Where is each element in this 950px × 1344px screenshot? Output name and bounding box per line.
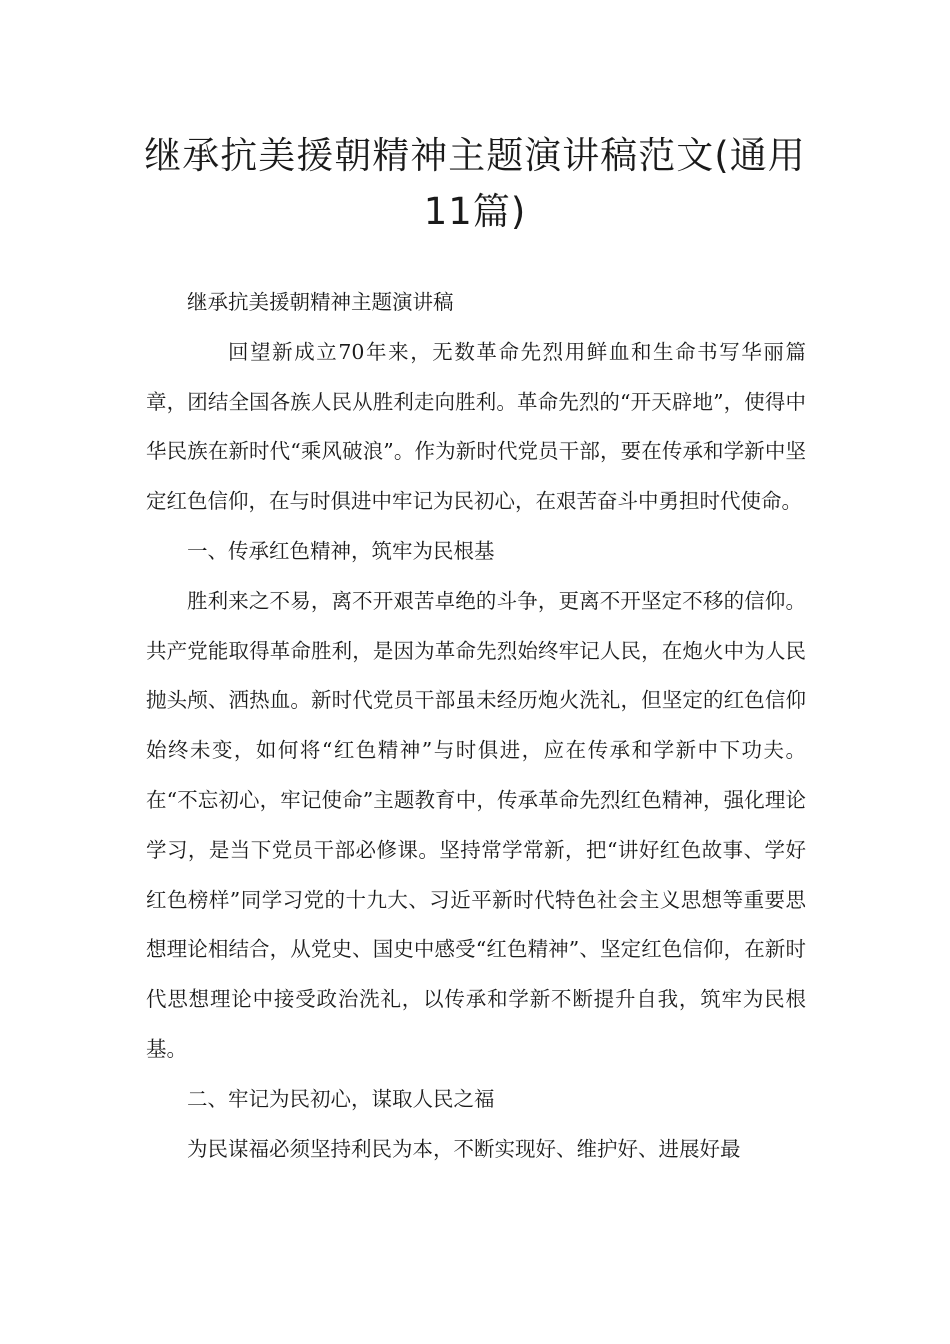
paragraph-section-2: 为民谋福必须坚持利民为本，不断实现好、维护好、进展好最	[187, 1136, 741, 1161]
paragraph-section-1: 胜利来之不易，离不开艰苦卓绝的斗争，更离不开坚定不移的信仰。共产党能取得革命胜利，是因为革命先烈始终牢记人民，在炮火中为人民抛头颅、洒热血。新时代党员干部虽未经历炮火洗礼，但坚定的红色信仰始终未变，如何将“红色精神”与时俱进，应在传承和学新中下功夫。在“不忘初心，牢记使命”主题教育中，传承革命先烈红色精神，强化理论学习，是当下党员干部必修课。坚持常学常新，把“讲好红色故事、学好红色榜样”同学习党的十九大、习近平新时代特色社会主义思想等重要思想理论相结合，从党史、国史中感受“红色精神”、坚定红色信仰，在新时代思想理论中接受政治洗礼，以传承和学新不断提升自我，筑牢为民根基。	[146, 588, 806, 1061]
speech-subtitle: 继承抗美援朝精神主题演讲稿	[187, 290, 454, 314]
section-heading-1: 一、传承红色精神，筑牢为民根基	[187, 538, 495, 563]
document-body	[146, 278, 806, 1174]
document-title: 继承抗美援朝精神主题演讲稿范文(通用11篇)	[144, 134, 806, 233]
section-heading-2: 二、牢记为民初心，谋取人民之福	[187, 1086, 495, 1111]
paragraph-intro: 回望新成立70年来，无数革命先烈用鲜血和生命书写华丽篇章，团结全国各族人民从胜利走向胜利。革命先烈的“开天辟地”，使得中华民族在新时代“乘风破浪”。作为新时代党员干部，要在传承和学新中坚定红色信仰，在与时俱进中牢记为民初心，在艰苦奋斗中勇担时代使命。	[146, 339, 806, 514]
